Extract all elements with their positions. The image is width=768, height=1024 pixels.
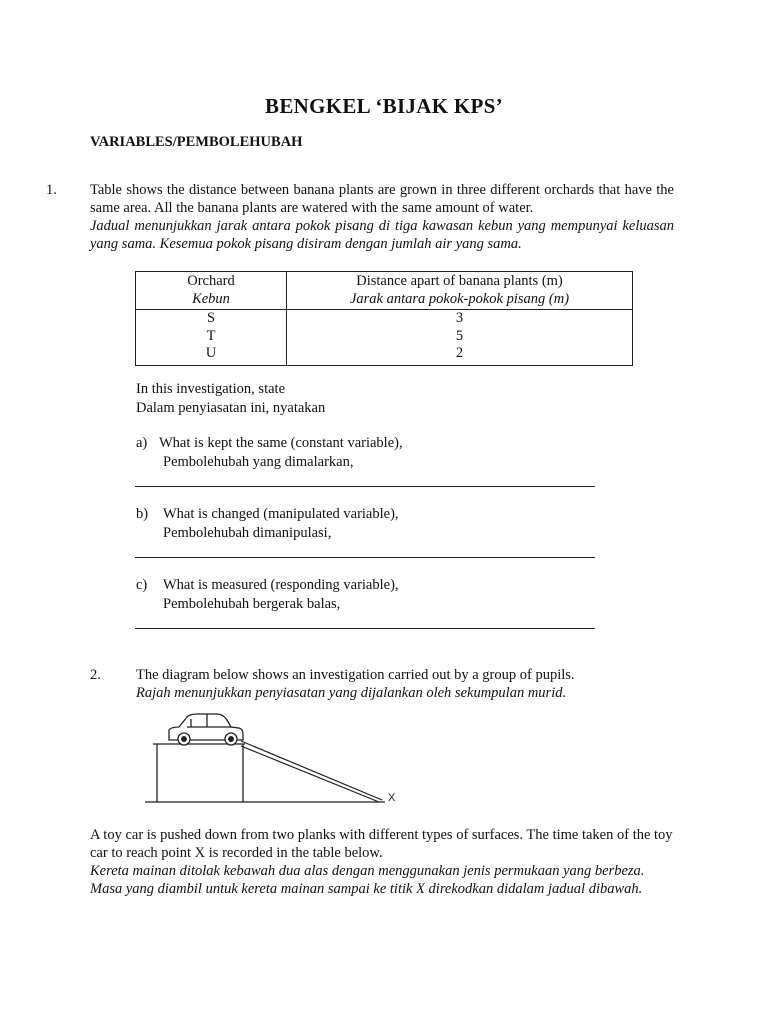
header-orchard-en: Orchard xyxy=(187,273,235,289)
question-1-number: 1. xyxy=(46,182,57,198)
part-c-question-ms: Pembolehubah bergerak balas, xyxy=(163,596,341,612)
ramp-planks xyxy=(241,741,382,802)
table-cell: T xyxy=(206,327,216,344)
table-cell: 2 xyxy=(455,345,464,361)
section-heading: VARIABLES/PEMBOLEHUBAH xyxy=(90,134,303,150)
orchard-column xyxy=(136,310,287,366)
table-cell: S xyxy=(206,310,216,326)
question-2-description-en: A toy car is pushed down from two planks with different types of surfaces. The time taken of the toy car to reach point X is recorded in the table below. xyxy=(90,827,673,861)
answer-line-a[interactable] xyxy=(135,486,595,487)
answer-line-c[interactable] xyxy=(135,628,595,629)
header-orchard-ms: Kebun xyxy=(192,290,230,307)
table-header-orchard xyxy=(136,272,287,310)
question-2-text-ms: Rajah menunjukkan penyiasatan yang dijalankan oleh sekumpulan murid. xyxy=(136,685,567,701)
part-b-question-en: What is changed (manipulated variable), xyxy=(163,506,399,522)
question-2-description-ms-1: Kereta mainan ditolak kebawah dua alas dengan menggunakan jenis permukaan yang berbeza. xyxy=(90,863,645,879)
orchard-table xyxy=(135,271,633,366)
page-title: BENGKEL ‘BIJAK KPS’ xyxy=(265,94,503,118)
table-body-row xyxy=(136,310,633,366)
part-a-question-en: What is kept the same (constant variable), xyxy=(159,435,403,451)
toy-car-icon xyxy=(169,714,243,745)
question-2-number: 2. xyxy=(90,667,101,683)
part-b-question-ms: Pembolehubah dimanipulasi, xyxy=(163,525,332,541)
table-cell: U xyxy=(205,345,217,361)
part-c-label: c) xyxy=(136,577,148,593)
ramp-diagram xyxy=(145,708,405,808)
point-x-label: X xyxy=(388,792,396,804)
table-header-distance xyxy=(287,272,633,310)
question-1-text-en: Table shows the distance between banana plants are grown in three different orchards that have the same area. All the banana plants are watered with the same amount of water. xyxy=(90,182,674,216)
header-distance-en: Distance apart of banana plants (m) xyxy=(356,273,563,289)
answer-line-b[interactable] xyxy=(135,557,595,558)
question-2-description-ms-2: Masa yang diambil untuk kereta mainan sampai ke titik X direkodkan didalam jadual dibawah. xyxy=(90,881,643,897)
table-header-row xyxy=(136,272,633,310)
part-a-label: a) xyxy=(136,435,148,451)
table-cell: 5 xyxy=(455,327,464,344)
question-2-text-en: The diagram below shows an investigation carried out by a group of pupils. xyxy=(136,667,575,683)
platform-block xyxy=(145,744,385,802)
state-instruction-en: In this investigation, state xyxy=(136,381,286,397)
header-distance-ms: Jarak antara pokok-pokok pisang (m) xyxy=(349,290,570,307)
state-instruction-ms: Dalam penyiasatan ini, nyatakan xyxy=(136,400,326,416)
part-c-question-en: What is measured (responding variable), xyxy=(163,577,399,593)
question-1-text-ms: Jadual menunjukkan jarak antara pokok pisang di tiga kawasan kebun yang mempunyai keluasan yang sama. Kesemua pokok pisang disiram dengan jumlah air yang sama. xyxy=(90,218,674,252)
part-b-label: b) xyxy=(136,506,149,522)
distance-column xyxy=(287,310,633,366)
part-a-question-ms: Pembolehubah yang dimalarkan, xyxy=(163,454,354,470)
table-cell: 3 xyxy=(455,310,464,326)
